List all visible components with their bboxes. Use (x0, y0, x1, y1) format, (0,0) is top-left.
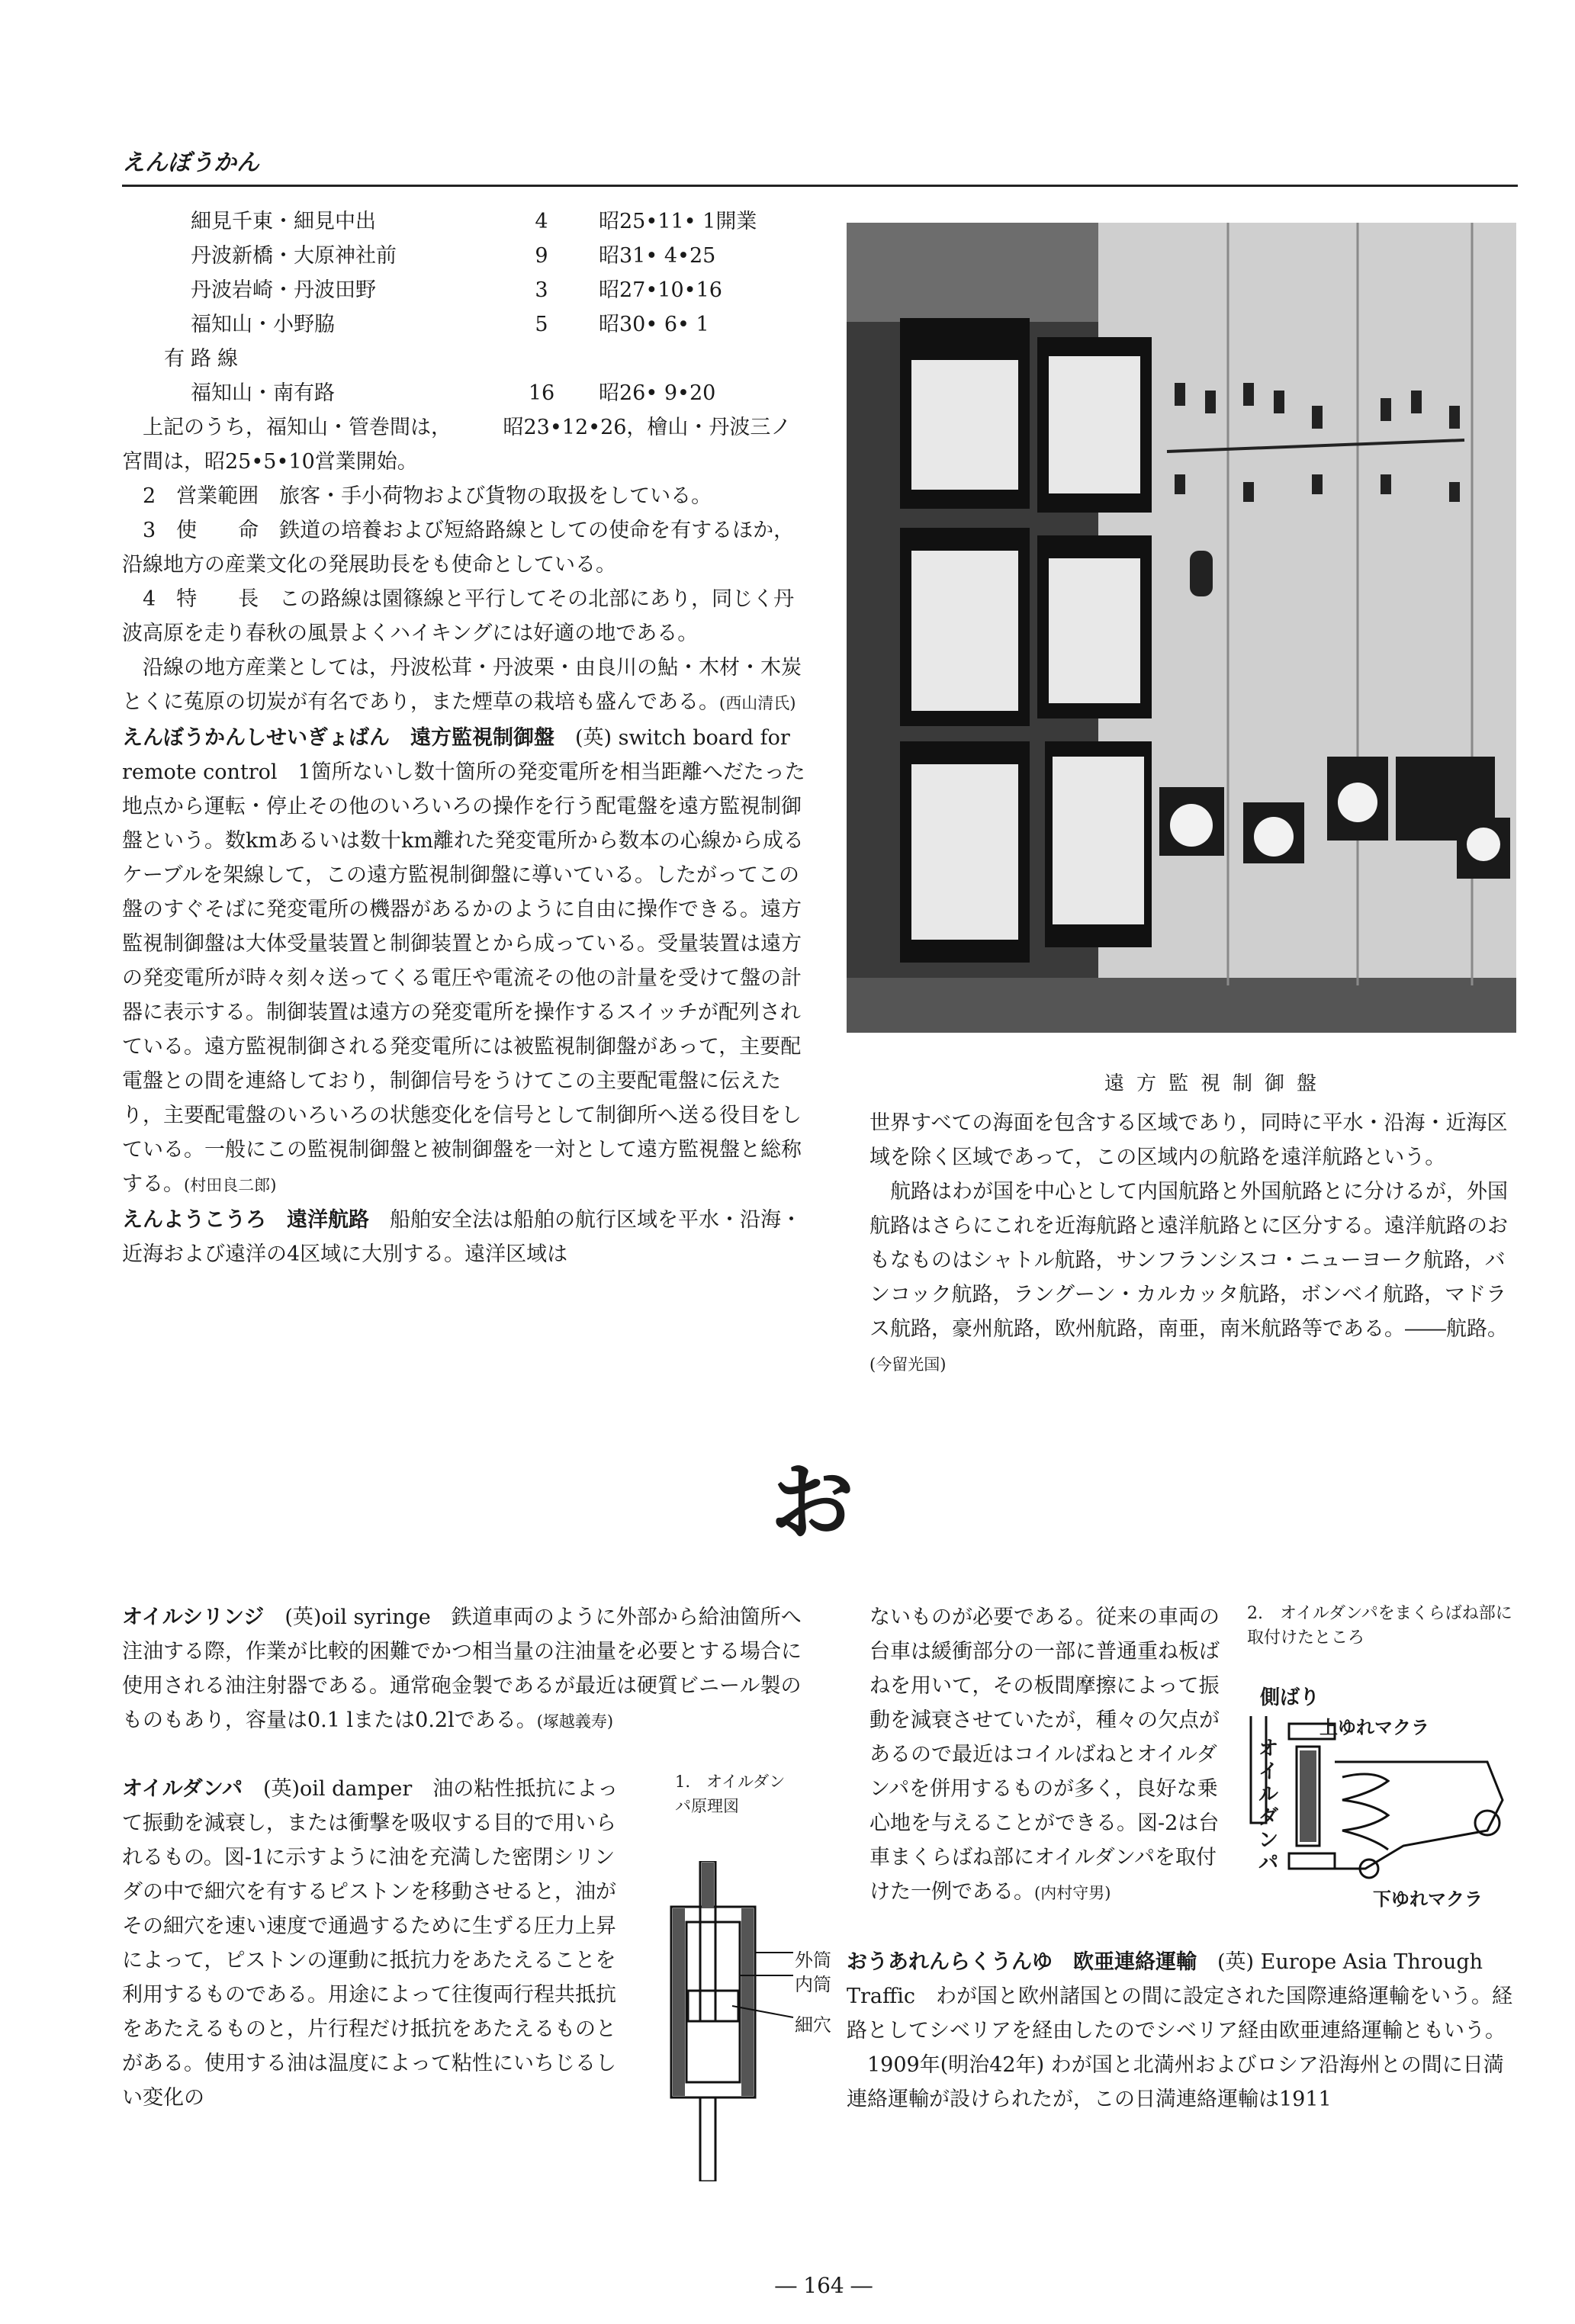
right-column-top (869, 1106, 1518, 1382)
paragraph: 航路はわが国を中心として内国航路と外国航路とに分けるが，外国航路はさらにこれを近海航路と遠洋航路とに区分する。遠洋航路のおもなものはシャトル航路，サンフランシスコ・ニューヨーク航路，バンコック航路，ラングーン・カルカッタ航路，ボンベイ航路，マドラス航路，豪州航路，欧州航路，南亜，南米航路等である。――航路。(今留光国) (869, 1180, 1508, 1374)
entry-english: (英)oil syringe (284, 1606, 431, 1629)
table-row (122, 376, 824, 410)
paragraph: 世界すべての海面を包含する区域であり，同時に平水・沿海・近海区域を除く区域であって，この区域内の航路を遠洋航路という。 (869, 1111, 1508, 1169)
fig2-label-side-beam: 側ばり (1260, 1686, 1320, 1709)
entry-reading: オイルダンパ (122, 1777, 243, 1801)
entry-reading: おうあれんらくうんゆ (847, 1950, 1053, 1974)
entry-english: (英) switch board for remote control (122, 726, 790, 784)
fig2-label-damper: オイルダンパ (1258, 1737, 1279, 1875)
entry-body: 鉄道車両のように外部から給油箇所へ注油する際，作業が比較的困難でかつ相当量の注油量を必要とする場合に使用される油注射器である。通常砲金製であるが最近は硬質ビニール製のものもあり，容量は0.1 lまたは0.2lである。 (122, 1606, 802, 1732)
table-row (122, 204, 824, 239)
author-signature: (内村守男) (1034, 1884, 1111, 1902)
route-date: 昭30• 6• 1 (599, 313, 709, 336)
paragraph: 1909年(明治42年) わが国と北満州およびロシア沿海州との間に日満連絡運輸が設けられたが，この日満連絡運輸は1911 (847, 2053, 1504, 2111)
entry-body: わが国と欧州諸国との間に設定された国際連絡運輸をいう。経路としてシベリアを経由したのでシベリア経由欧亜連絡運輸ともいう。 (847, 1985, 1512, 2043)
figure-1-caption: 1. オイルダンパ原理図 (675, 1773, 786, 1815)
fig2-label-lower: 下ゆれマクラ (1373, 1888, 1483, 1910)
entry-enbou (122, 721, 808, 1203)
route-name: 丹波岩崎・丹波田野 (191, 278, 376, 302)
route-date: 昭26• 9•20 (599, 381, 716, 405)
entry-english: (英)oil damper (262, 1777, 413, 1801)
route-date: 昭27•10•16 (599, 278, 722, 302)
paragraph: 沿線の地方産業としては，丹波松茸・丹波栗・由良川の鮎・木材・木炭とくに菟原の切炭が有名であり，また煙草の栽培も盛んである。(西山清氏) (122, 656, 802, 714)
paragraph: 2 営業範囲 旅客・手小荷物および貨物の取扱をしている。 (143, 484, 712, 508)
entry-oil-syringe (122, 1600, 808, 1739)
route-km: 9 (535, 244, 548, 268)
photo-caption: 遠方監視制御盤 (1104, 1072, 1329, 1095)
oil-damper-diagram (656, 1861, 808, 2181)
route-date: 昭31• 4•25 (599, 244, 716, 268)
entry-body: 1箇所ないし数十箇所の発変電所を相当距離へだたった地点から運転・停止その他のいろいろの操作を行う配電盤を遠方監視制御盤という。数kmあるいは数十km離れた発変電所から数本の心線から成るケーブルを架線して，この遠方監視制御盤に導いている。したがってこの盤のすぐそばに発変電所の機器があるかのように自由に操作できる。遠方監視制御盤は大体受量装置と制御装置とから成っている。受量装置は遠方の発変電所が時々刻々送ってくる電圧や電流その他の計量を受けて盤の計器に表示する。制御装置は遠方の発変電所を操作するスイッチが配列されている。遠方監視制御される発変電所には被監視制御盤があって，主要配電盤との間を連絡しており，制御信号をうけてこの主要配電盤に伝えたり，主要配電盤のいろいろの状態変化を信号として制御所へ送る役目をしている。一般にこの監視制御盤と被制御盤を一対として遠方監視盤と総称する。 (122, 760, 805, 1196)
table-row (122, 307, 824, 342)
route-name: 福知山・南有路 (191, 381, 335, 405)
fig1-label-hole: 細穴 (795, 2014, 831, 2036)
author-signature: (塚越義寿) (536, 1712, 614, 1731)
route-table (122, 204, 824, 410)
entry-term: 遠方監視制御盤 (410, 726, 554, 750)
author-signature: (西山清氏) (719, 694, 796, 712)
right-column-bottom: ないものが必要である。従来の車両の台車は緩衝部分の一部に普通重ね板ばねを用いて，その板間摩擦によって振動を減衰させていたが，種々の欠点があるので最近はコイルばねとオイルダンパを併用するものが多く，良好な乗心地を与えることができる。図-2は台車まくらばね部にオイルダンパを取付けた一例である。(内村守男) (869, 1606, 1220, 1904)
entry-term: 欧亜連絡運輸 (1073, 1950, 1197, 1974)
entry-body: 油の粘性抵抗によって振動を減衰し，または衝撃を吸収する目的で用いられるもの。図-1に示すように油を充満した密閉シリンダの中で細穴を有するピストンを移動させると，油がその細穴を速い速度で通過するために生ずる圧力上昇によって，ピストンの運動に抵抗力をあたえることを利用するものである。用途によって往復両行程共抵抗をあたえるものと，片行程だけ抵抗をあたえるものとがある。使用する油は温度によって粘性にいちじるしい変化の (122, 1777, 619, 2110)
entry-term: 遠洋航路 (287, 1208, 369, 1232)
entry-enyou (122, 1203, 808, 1271)
entry-reading: えんぼうかんしせいぎょばん (122, 726, 390, 750)
fig1-label-outer: 外筒 (795, 1950, 831, 1971)
route-name: 細見千東・細見中出 (191, 210, 376, 233)
route-km: 4 (535, 210, 548, 233)
figure-2-caption: 2. オイルダンパをまくらばね部に取付けたところ (1247, 1604, 1512, 1647)
route-km: 5 (535, 313, 548, 336)
entry-reading: オイルシリンジ (122, 1606, 265, 1629)
entry-reading: えんようこうろ (122, 1208, 266, 1232)
fig2-label-upper: 上ゆれマクラ (1319, 1717, 1429, 1738)
table-row (122, 273, 824, 307)
entry-body: 船舶安全法は船舶の航行区域を平水・沿海・近海および遠洋の4区域に大別する。遠洋区域は (122, 1208, 802, 1266)
paragraph: 上記のうち，福知山・管巻間は， 昭23•12•26，檜山・丹波三ノ宮間は，昭25•5•10営業開始。 (122, 416, 792, 474)
header-rule (122, 185, 1518, 187)
route-date: 昭25•11• 1開業 (599, 210, 757, 233)
oil-damper-entry (122, 1772, 625, 2115)
paragraph: 3 使 命 鉄道の培養および短絡路線としての使命を有するほか，沿線地方の産業文化の発展助長をも使命としている。 (122, 519, 795, 577)
remote-control-board-photo (847, 223, 1516, 1033)
paragraph: 4 特 長 この路線は園篠線と平行してその北部にあり，同じく丹波高原を走り春秋の風景よくハイキングには好適の地である。 (122, 587, 795, 645)
running-head: えんぼうかん (122, 149, 259, 176)
route-km: 16 (528, 381, 555, 405)
entry-english: (英) Europe Asia Through Traffic (847, 1950, 1483, 2008)
author-signature: (村田良二郎) (184, 1176, 277, 1194)
route-name: 福知山・小野脇 (191, 313, 335, 336)
left-column-top (122, 410, 808, 1271)
left-column-bottom (122, 1600, 808, 1739)
route-name: 丹波新橋・大原神社前 (191, 244, 397, 268)
table-row (122, 239, 824, 273)
table-subheading: 有路線 (164, 347, 244, 371)
fig1-label-inner: 内筒 (795, 1974, 831, 1995)
author-signature: (今留光国) (869, 1355, 947, 1374)
page-number: ― 164 ― (775, 2273, 873, 2298)
entry-ouaren (847, 1945, 1518, 2117)
section-kana-heading: お (770, 1453, 854, 1551)
route-km: 3 (535, 278, 548, 302)
